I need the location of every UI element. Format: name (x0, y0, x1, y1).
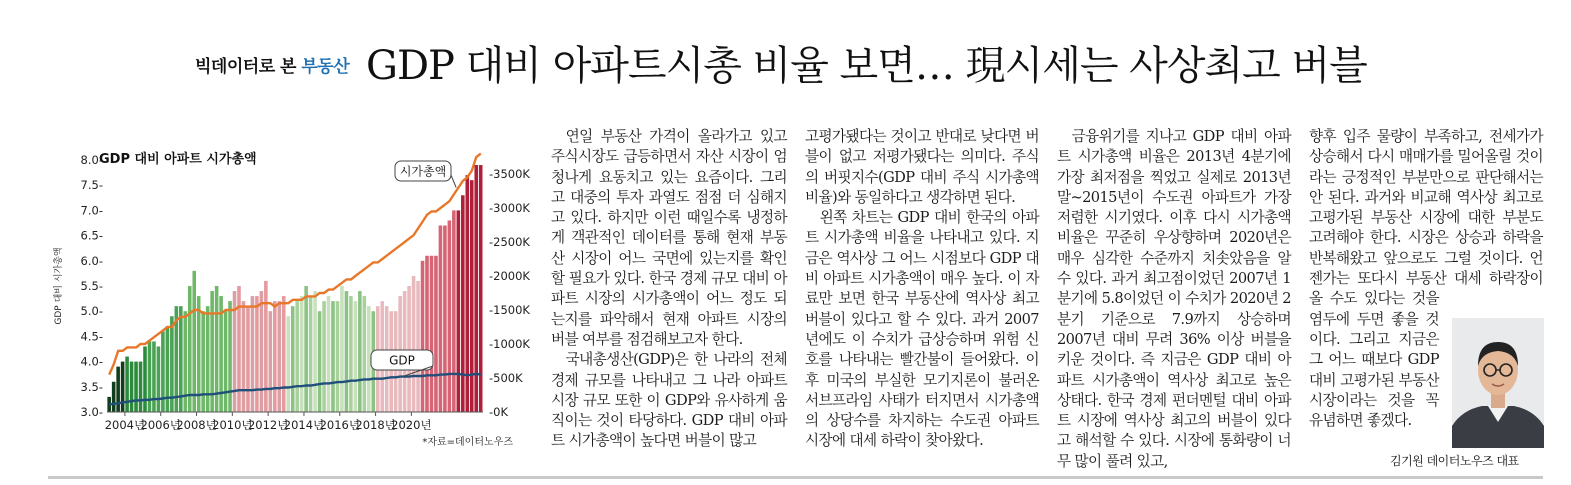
bar (358, 291, 362, 412)
bar (121, 362, 125, 412)
bar (242, 301, 246, 412)
y2-tick-label: -3500K (489, 167, 530, 181)
y2-tick-label: -1500K (489, 303, 530, 317)
paragraph: 고평가됐다는 것이고 반대로 낮다면 버블이 없고 저평가됐다는 의미다. 주식의 버핏지수(GDP 대비 주식 시가총액 비율)와 동일하다고 생각하면 된다. (805, 128, 1039, 206)
bar (327, 296, 331, 412)
bar (430, 256, 434, 412)
bar (434, 256, 438, 412)
paragraph: 연일 부동산 가격이 올라가고 있고 주식시장도 급등하면서 자산 시장이 엄청나게 요동치고 있는 요즘이다. 그리고 대중의 투자 과열도 점점 더 심해지고 있다. 하지만 이런 때일수록 냉정하게 객관적인 데이터를 통해 현재 부동산 시장이 어느 국면에 있는지를 확인할 필요가 있다. 한국 경제 규모 대비 아파트 시장의 시가총액이 어느 정도 되는지를 파악해서 현재 아파트 시장의 버블 여부를 점검해보고자 한다. (551, 128, 787, 348)
x-tick-label: 2010년 (212, 418, 253, 432)
bar (152, 341, 156, 412)
bar (251, 296, 255, 412)
bar (264, 281, 268, 412)
byline: 김기원 데이터노우즈 대표 (1390, 454, 1519, 468)
bar (448, 220, 452, 412)
bar (166, 326, 170, 412)
bar (273, 301, 277, 412)
x-tick-label: 2018년 (355, 418, 396, 432)
bar (349, 296, 353, 412)
callout-leader (451, 175, 456, 188)
bar (188, 286, 192, 412)
chart-source: *자료=데이터노우즈 (422, 437, 513, 448)
callout-label: 시가총액 (399, 164, 447, 179)
bar (143, 346, 147, 412)
x-tick-label: 2004년 (104, 418, 146, 432)
y2-tick-label: -3000K (489, 201, 530, 215)
y-tick-label: 4.0- (80, 354, 103, 369)
bar (192, 271, 196, 412)
series-prefix: 빅데이터로 본 (195, 57, 302, 77)
bar (304, 286, 308, 412)
chart (45, 140, 545, 455)
bar (206, 306, 210, 412)
bar (286, 316, 290, 412)
bar (443, 226, 447, 412)
bottom-rule (48, 476, 1543, 479)
bar (260, 291, 264, 412)
y-tick-label: 6.0- (80, 253, 103, 268)
bar (277, 301, 281, 412)
y-tick-label: 3.0- (80, 405, 103, 419)
bar (407, 286, 411, 412)
bar (309, 296, 313, 412)
y2-tick-label: -2000K (489, 269, 530, 283)
y-tick-label: 8.0- (80, 153, 103, 167)
bar (201, 311, 205, 412)
bar (470, 180, 474, 412)
article-column-3 (1057, 127, 1291, 472)
y-tick-label: 7.0- (80, 203, 103, 218)
y-tick-label: 5.0- (80, 304, 103, 319)
headline: GDP 대비 아파트시총 비율 보면… 現시세는 사상최고 버블 (366, 43, 1367, 89)
bar (345, 291, 349, 412)
bar (336, 301, 340, 412)
bar (116, 367, 120, 412)
callout-label: GDP (389, 353, 415, 368)
y-tick-label: 7.5- (80, 178, 103, 193)
bar (130, 362, 134, 412)
series-accent: 부동산 (301, 57, 350, 77)
bar (300, 296, 304, 412)
series-tag (195, 52, 349, 77)
bar (461, 195, 465, 412)
bar (282, 296, 286, 412)
bar (421, 261, 425, 412)
y2-tick-label: -500K (489, 371, 523, 385)
bar (161, 331, 165, 412)
y2-tick-label: -1000K (489, 337, 530, 351)
paragraph: 향후 입주 물량이 부족하고, 전세가가 상승해서 다시 매매가를 밀어올릴 것이라는 긍정적인 부분만으로 판단해서는 안 된다. 과거와 비교해 역사상 최고로 고평가된 부동산 시장에 대한 부분도 고려해야 한다. 시장은 상승과 하락을 반복해왔고 앞으로도 그럴 것이다. 언젠가는 또다시 부동산 대세 하락장이 올 수도 있다는 것을 염두에 두면 좋을 것이다. 그리고 지금은 그 어느 때보다 GDP 대비 고평가된 부동산 시장이라는 것을 꼭 유념하면 좋겠다. (1309, 128, 1543, 430)
bar (269, 311, 273, 412)
gdp-line (109, 374, 481, 405)
bar (148, 341, 152, 412)
y-tick-label: 4.5- (80, 329, 103, 344)
paragraph: 왼쪽 차트는 GDP 대비 한국의 아파트 시가총액 비율을 나타내고 있다. 지금은 역사상 그 어느 시점보다 GDP 대비 아파트 시가총액이 매우 높다. 이 자료만 보면 한국 부동산에 역사상 최고 버블이 있다고 할 수 있다. 과거 2007년에도 이 수치가 급상승하며 위험 신호를 나타내는 빨간불이 들어왔다. 이후 미국의 부실한 모기지론이 불러온 서브프라임 사태가 터지면서 시가총액의 상당수를 차지하는 수도권 아파트 시장에 대세 하락이 찾아왔다. (805, 209, 1039, 450)
paragraph: 국내총생산(GDP)은 한 나라의 전체 경제 규모를 나타내고 그 나라 아파트 시장 규모 또한 이 GDP와 유사하게 움직이는 것이 타당하다. GDP 대비 아파트 시가총액이 높다면 버블이 많고 (551, 351, 787, 450)
bar (367, 306, 371, 412)
chart-title: GDP 대비 아파트 시가총액 (99, 152, 257, 167)
bar (313, 291, 317, 412)
bar (452, 210, 456, 412)
bar (246, 306, 250, 412)
y2-tick-label: -0K (489, 405, 509, 419)
bar (255, 296, 259, 412)
bar (322, 301, 326, 412)
header (0, 0, 1571, 100)
article-column-1 (551, 127, 787, 452)
article-column-2 (805, 127, 1039, 452)
y2-tick-label: -2500K (489, 235, 530, 249)
bar (228, 301, 232, 412)
y-tick-label: 6.5- (80, 228, 103, 243)
x-tick-label: 2020년 (391, 418, 432, 432)
bar (291, 306, 295, 412)
bar (340, 286, 344, 412)
y-axis-label: GDP 대비 시가총액 (54, 247, 64, 325)
bar (412, 276, 416, 412)
market-cap-line (109, 154, 481, 375)
bar (363, 296, 367, 412)
paragraph: 금융위기를 지나고 GDP 대비 아파트 시가총액 비율은 2013년 4분기에 가장 최저점을 찍었고 실제로 2013년 말~2015년이 수도권 아파트가 가장 저렴한 시기였다. 이후 다시 시가총액 비율은 꾸준히 우상향하며 2020년은 매우 심각한 수준까지 치솟았음을 알 수 있다. 과거 최고점이었던 2007년 1분기에 5.8이었던 이 수치가 2020년 2분기 기준으로 7.9까지 상승하며 2007년 대비 무려 36% 이상 버블을 키운 것이다. 즉 지금은 GDP 대비 아파트 시가총액이 역사상 최고로 높은 상태다. 한국 경제 펀더멘털 대비 아파트 시장에 역사상 최고의 버블이 있다고 해석할 수 있다. 시장에 통화량이 너무 많이 풀려 있고, (1057, 128, 1291, 470)
bar (125, 357, 129, 412)
bar (134, 362, 138, 412)
bar (416, 281, 420, 412)
x-tick-label: 2006년 (140, 418, 181, 432)
bar (425, 256, 429, 412)
bar (237, 286, 241, 412)
x-tick-label: 2012년 (247, 418, 289, 432)
y-tick-label: 5.5- (80, 279, 103, 293)
bar (295, 301, 299, 412)
x-tick-label: 2008년 (176, 418, 217, 432)
bar (139, 362, 143, 412)
author-photo (1452, 318, 1544, 448)
bar (318, 311, 322, 412)
x-tick-label: 2014년 (283, 418, 325, 432)
x-tick-label: 2016년 (319, 418, 360, 432)
bar (112, 382, 116, 412)
bar (331, 301, 335, 412)
bar (439, 226, 443, 412)
bar (457, 210, 461, 412)
bar (224, 311, 228, 412)
bar (157, 346, 161, 412)
bar (354, 301, 358, 412)
y-tick-label: 3.5- (80, 379, 103, 394)
